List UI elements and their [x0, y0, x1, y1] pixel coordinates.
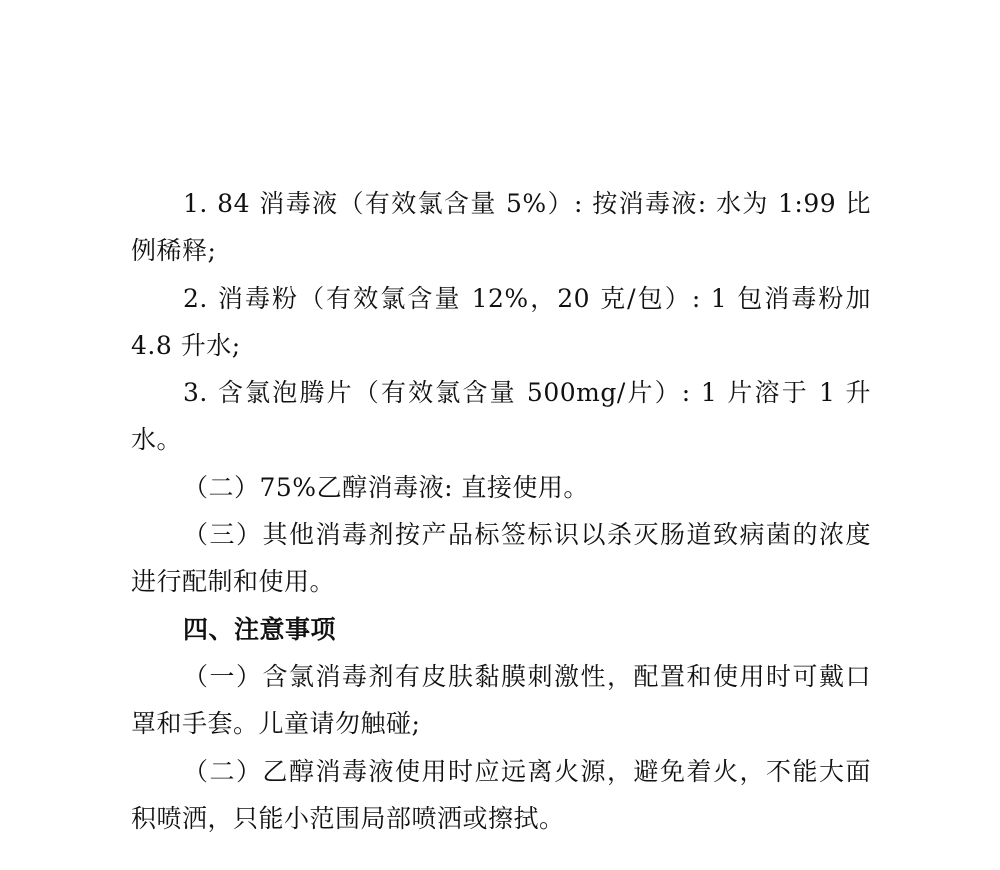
list-item-84-disinfectant: 1. 84 消毒液（有效氯含量 5%）: 按消毒液: 水为 1:99 比例稀释;: [131, 189, 871, 266]
sub-item-other-disinfectants: （三）其他消毒剂按产品标签标识以杀灭肠道致病菌的浓度进行配制和使用。: [131, 520, 871, 597]
list-item-chlorine-tablet: 3. 含氯泡腾片（有效氯含量 500mg/片）: 1 片溶于 1 升水。: [131, 378, 871, 455]
sub-item-ethanol: （二）75%乙醇消毒液: 直接使用。: [183, 472, 589, 502]
section-heading-precautions: 四、注意事项: [183, 614, 337, 644]
sub-item-chlorine-precaution: （一）含氯消毒剂有皮肤黏膜刺激性，配置和使用时可戴口罩和手套。儿童请勿触碰;: [131, 661, 871, 739]
sub-item-ethanol-precaution: （二）乙醇消毒液使用时应远离火源，避免着火，不能大面积喷洒，只能小范围局部喷洒或擦拭。: [131, 756, 871, 833]
document-body: [131, 180, 871, 842]
list-item-disinfectant-powder: 2. 消毒粉（有效氯含量 12%，20 克/包）: 1 包消毒粉加 4.8 升水;: [131, 283, 871, 360]
